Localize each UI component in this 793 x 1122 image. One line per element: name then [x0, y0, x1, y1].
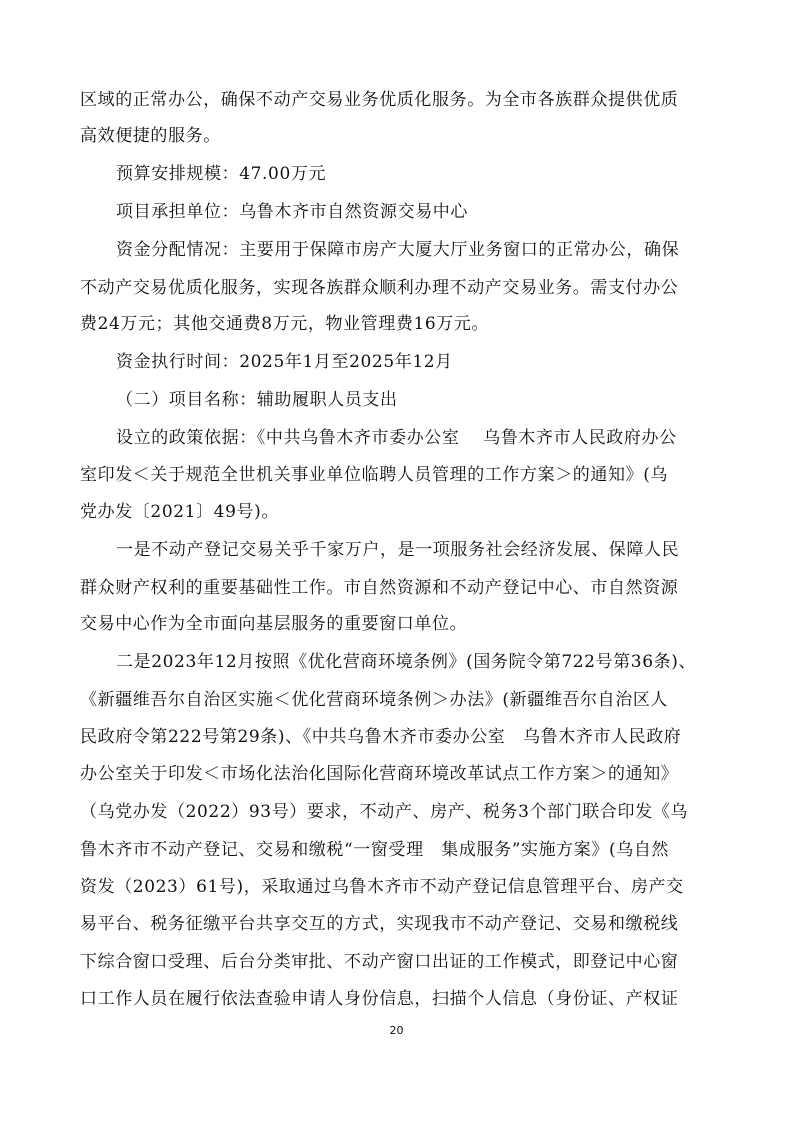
text-line: 设立的政策依据：《中共乌鲁木齐市委办公室 乌鲁木齐市人民政府办公: [116, 428, 677, 448]
text-line: 资金执行时间：2025年1月至2025年12月: [116, 352, 453, 372]
text-line: 下综合窗口受理、后台分类审批、不动产窗口出证的工作模式，即登记中心窗: [80, 952, 679, 972]
text-line: 党办发〔2021〕49号)。: [80, 502, 279, 522]
text-line: 二是2023年12月按照《优化营商环境条例》(国务院令第722号第36条)、: [116, 652, 697, 672]
text-line: 易平台、税务征缴平台共享交互的方式，实现我市不动产登记、交易和缴税线: [80, 914, 679, 934]
text-line: 费24万元；其他交通费8万元，物业管理费16万元。: [80, 314, 490, 334]
text-line: 群众财产权利的重要基础性工作。市自然资源和不动产登记中心、市自然资源: [80, 578, 679, 598]
text-line: 《新疆维吾尔自治区实施＜优化营商环境条例＞办法》(新疆维吾尔自治区人: [80, 690, 669, 710]
text-line: 不动产交易优质化服务，实现各族群众顺利办理不动产交易业务。需支付办公: [80, 278, 679, 298]
text-line: 一是不动产登记交易关乎千家万户，是一项服务社会经济发展、保障人民: [116, 540, 680, 560]
text-line: 区域的正常办公，确保不动产交易业务优质化服务。为全市各族群众提供优质: [80, 90, 679, 110]
text-line: 预算安排规模：47.00万元: [116, 164, 327, 184]
text-line: 交易中心作为全市面向基层服务的重要窗口单位。: [80, 614, 468, 634]
text-line: 鲁木齐市不动产登记、交易和缴税“一窗受理 集成服务”实施方案》(乌自然: [80, 840, 670, 860]
text-line: （二）项目名称：辅助履职人员支出: [116, 390, 398, 410]
text-line: 口工作人员在履行依法查验申请人身份信息，扫描个人信息（身份证、产权证: [80, 989, 679, 1009]
text-line: 高效便捷的服务。: [80, 126, 221, 146]
text-line: 资金分配情况：主要用于保障市房产大厦大厅业务窗口的正常办公，确保: [116, 240, 680, 260]
text-line: 室印发＜关于规范全世机关事业单位临聘人员管理的工作方案＞的通知》(乌: [80, 465, 669, 485]
page-number: 20: [389, 1024, 404, 1037]
text-line: 办公室关于印发＜市场化法治化国际化营商环境改革试点工作方案＞的通知》: [80, 764, 679, 784]
text-line: 项目承担单位：乌鲁木齐市自然资源交易中心: [116, 202, 468, 222]
text-line: （乌党办发（2022）93号）要求，不动产、房产、税务3个部门联合印发《乌: [80, 802, 688, 822]
text-line: 资发（2023）61号)，采取通过乌鲁木齐市不动产登记信息管理平台、房产交: [80, 877, 684, 897]
text-line: 民政府令第222号第29条)、《中共乌鲁木齐市委办公室 乌鲁木齐市人民政府: [80, 727, 682, 747]
